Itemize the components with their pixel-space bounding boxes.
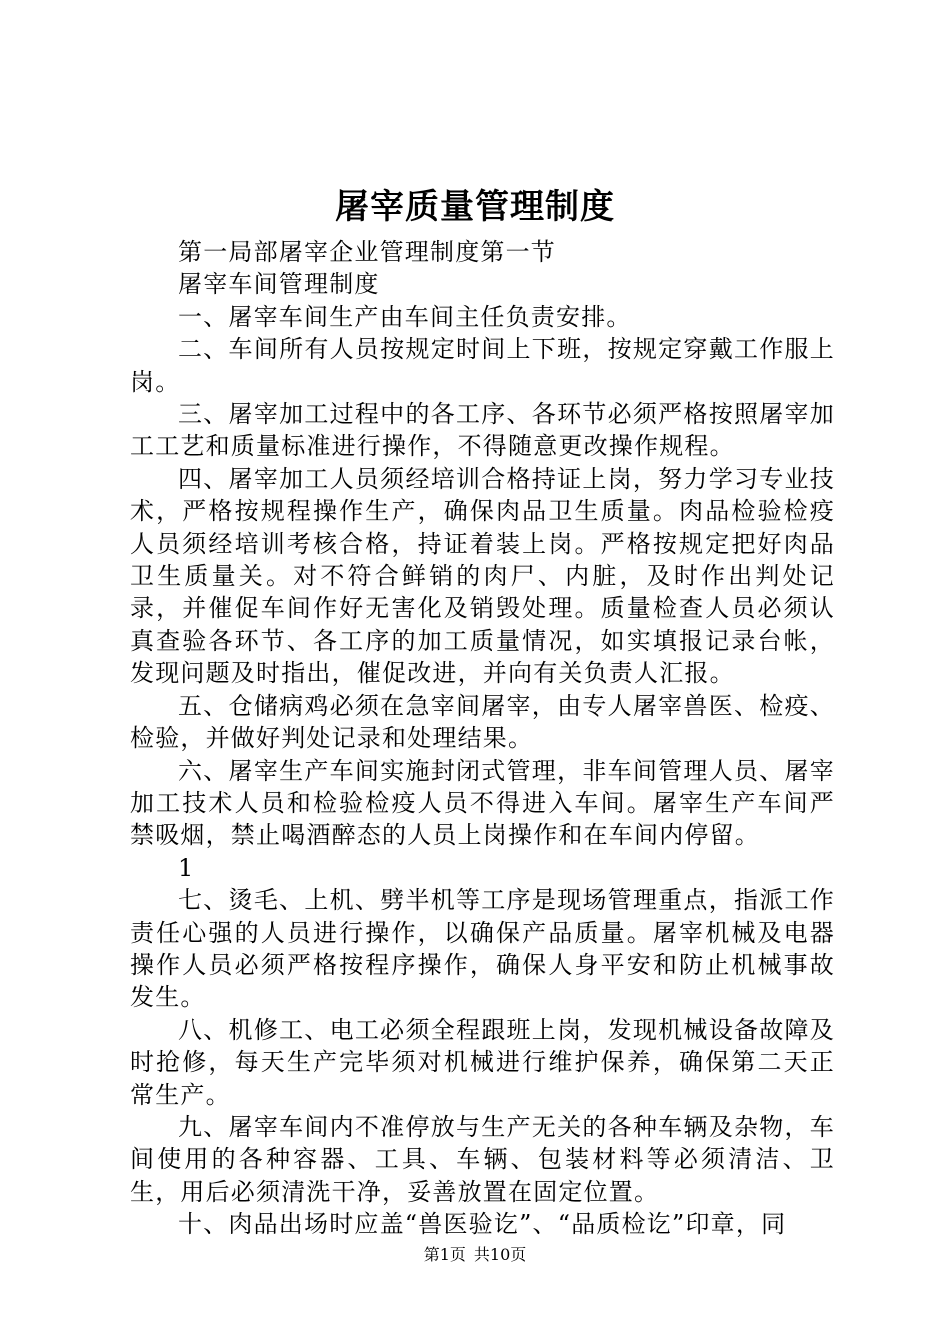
paragraph: 第一局部屠宰企业管理制度第一节 — [178, 238, 556, 266]
inline-page-number: 1 — [178, 853, 195, 882]
paragraph: 二、车间所有人员按规定时间上下班，按规定穿戴工作服上岗。 — [130, 335, 835, 396]
paragraph: 屠宰车间管理制度 — [178, 270, 380, 299]
paragraph: 七、烫毛、上机、劈半机等工序是现场管理重点，指派工作责任心强的人员进行操作，以确保产品质量。屠宰机械及电器操作人员必须严格按程序操作，确保人身平安和防止机械事故发生。 — [130, 886, 835, 1012]
paragraph: 十、肉品出场时应盖“兽医验讫”、“品质检讫”印章，同 — [178, 1210, 787, 1239]
paragraph: 八、机修工、电工必须全程跟班上岗，发现机械设备故障及时抢修，每天生产完毕须对机械进行维护保养，确保第二天正常生产。 — [130, 1015, 835, 1109]
paragraph: 三、屠宰加工过程中的各工序、各环节必须严格按照屠宰加工工艺和质量标准进行操作，不得随意更改操作规程。 — [130, 400, 835, 461]
document-title: 屠宰质量管理制度 — [335, 187, 615, 227]
paragraph: 一、屠宰车间生产由车间主任负责安排。 — [178, 302, 632, 331]
paragraph: 四、屠宰加工人员须经培训合格持证上岗，努力学习专业技术，严格按规程操作生产，确保肉品卫生质量。肉品检验检疫人员须经培训考核合格，持证着装上岗。严格按规定把好肉品卫生质量关。对不符合鲜销的肉尸、内脏，及时作出判处记录，并催促车间作好无害化及销毁处理。质量检查人员必须认真查验各环节、各工序的加工质量情况，如实填报记录台帐，发现问题及时指出，催促改进，并向有关负责人汇报。 — [130, 464, 835, 688]
page-number: 第1页 — [423, 1245, 466, 1264]
document-body — [130, 236, 835, 1241]
paragraph: 五、仓储病鸡必须在急宰间屠宰，由专人屠宰兽医、检疫、检验，并做好判处记录和处理结果。 — [130, 691, 835, 753]
paragraph: 六、屠宰生产车间实施封闭式管理，非车间管理人员、屠宰加工技术人员和检验检疫人员不得进入车间。屠宰生产车间严禁吸烟，禁止喝酒醉态的人员上岗操作和在车间内停留。 — [130, 756, 835, 850]
page-total: 共10页 — [473, 1245, 527, 1264]
paragraph: 九、屠宰车间内不准停放与生产无关的各种车辆及杂物，车间使用的各种容器、工具、车辆、包装材料等必须清洁、卫生，用后必须清洗干净，妥善放置在固定位置。 — [130, 1112, 835, 1206]
page-footer — [0, 1244, 950, 1266]
